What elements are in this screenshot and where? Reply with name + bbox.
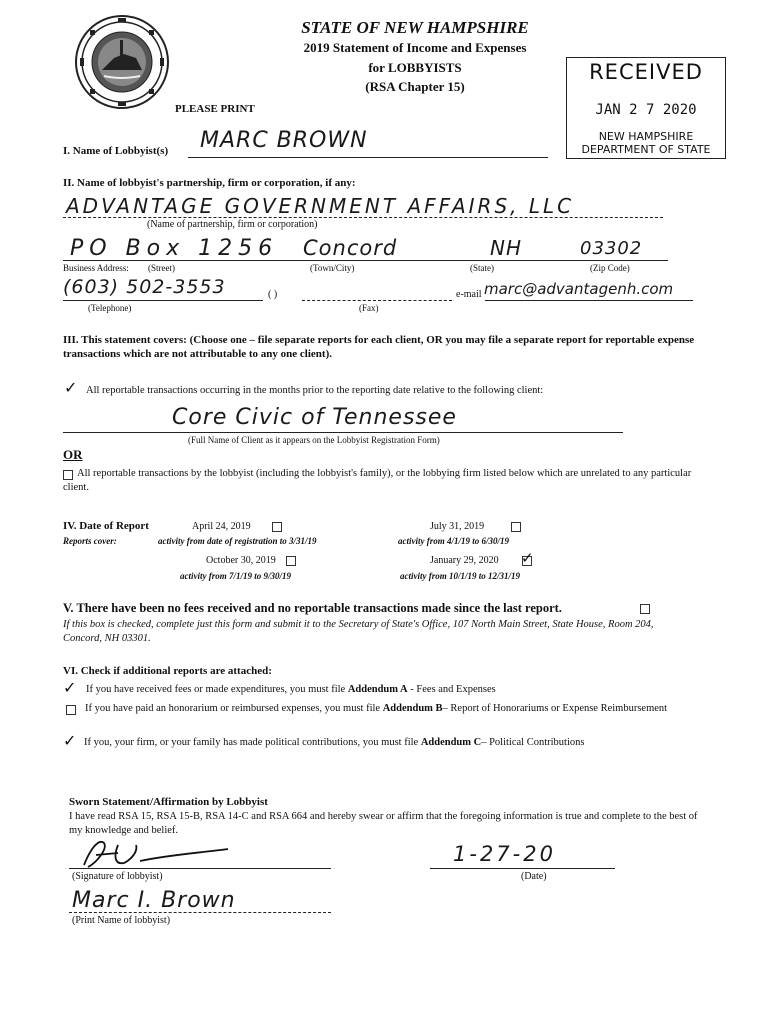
addendum-c-name: Addendum C: [420, 737, 482, 748]
addendum-b-name: Addendum B: [382, 703, 443, 714]
signature-line: [69, 868, 331, 869]
coverage-label: III. This statement covers: (Choose one – file separate reports for each client, OR you may file a separate report for reportable expense transactions which are not attributable to any one client).: [63, 334, 695, 360]
please-print-note: PLEASE PRINT: [175, 103, 255, 115]
option2-text: All reportable transactions by the lobbyist (including the lobbyist's family), or the lobbying firm listed below which are unrelated to any particular client.: [63, 468, 692, 493]
form-subtitle: 2019 Statement of Income and Expenses: [303, 40, 527, 55]
street-value[interactable]: PO Box 1256: [70, 236, 279, 261]
date-caption: (Date): [521, 871, 547, 882]
sworn-date-value[interactable]: 1-27-20: [453, 842, 556, 866]
client-caption: (Full Name of Client as it appears on the Lobbyist Registration Form): [188, 435, 440, 445]
form-subtitle-lobbyists: for LOBBYISTS: [368, 60, 462, 75]
addendum-a-post: - Fees and Expenses: [407, 684, 496, 695]
business-address-caption: Business Address:: [63, 263, 129, 273]
option1-checkmark[interactable]: ✓: [64, 378, 78, 397]
sworn-text: I have read RSA 15, RSA 15-B, RSA 14-C and RSA 664 and hereby swear or affirm that the foregoing information is true and complete to the best of my knowledge and belief.: [69, 811, 698, 836]
zip-caption: (Zip Code): [590, 263, 630, 273]
no-fees-note: If this box is checked, complete just this form and submit it to the Secretary of State's Office, 107 North Main Street, State House, Room 204, Concord, NH 03301.: [63, 619, 654, 644]
phone-value[interactable]: (603) 502-3553: [63, 276, 226, 298]
print-name-caption: (Print Name of lobbyist): [72, 915, 171, 926]
report-activity-october: activity from 7/1/19 to 9/30/19: [180, 571, 291, 581]
fax-line: [302, 300, 452, 301]
addendum-c-pre: If you, your firm, or your family has made political contributions, you must file: [84, 737, 421, 748]
city-value[interactable]: Concord: [303, 236, 398, 260]
form-subtitle-rsa: (RSA Chapter 15): [365, 79, 465, 94]
client-line: [63, 432, 623, 433]
client-name-value[interactable]: Core Civic of Tennessee: [172, 405, 457, 430]
received-stamp-state: NEW HAMPSHIRE: [598, 130, 694, 143]
or-label: OR: [63, 447, 83, 462]
signature-caption: (Signature of lobbyist): [72, 871, 163, 882]
no-fees-label: V. There have been no fees received and no reportable transactions made since the last report.: [63, 601, 562, 615]
street-caption: (Street): [148, 263, 175, 273]
addendum-a-name: Addendum A: [347, 684, 408, 695]
lobbyist-signature[interactable]: [78, 835, 238, 871]
phone-caption: (Telephone): [88, 303, 132, 313]
fax-caption: (Fax): [359, 303, 379, 313]
report-date-label: IV. Date of Report: [63, 520, 149, 532]
lobbyist-name-line: [188, 157, 548, 158]
firm-label: II. Name of lobbyist's partnership, firm or corporation, if any:: [63, 177, 356, 189]
report-activity-july: activity from 4/1/19 to 6/30/19: [398, 536, 509, 546]
addendum-a-checkmark[interactable]: ✓: [63, 678, 77, 697]
sworn-title: Sworn Statement/Affirmation by Lobbyist: [69, 796, 268, 808]
no-fees-checkbox[interactable]: [640, 604, 650, 614]
report-date-july: July 31, 2019: [430, 521, 485, 532]
report-activity-april: activity from date of registration to 3/31/19: [158, 536, 317, 546]
print-name-value[interactable]: Marc I. Brown: [72, 888, 236, 913]
addendum-c-text: [84, 737, 584, 748]
print-name-line: [69, 912, 331, 913]
email-line: [485, 300, 693, 301]
received-stamp-date: JAN 2 7 2020: [595, 102, 697, 118]
zip-value[interactable]: 03302: [580, 238, 643, 259]
report-activity-january: activity from 10/1/19 to 12/31/19: [400, 571, 520, 581]
addendum-a-text: [86, 684, 496, 695]
addendum-c-post: – Political Contributions: [481, 737, 585, 748]
form-title: STATE OF NEW HAMPSHIRE: [301, 18, 529, 37]
phone-line: [63, 300, 263, 301]
reports-cover-label: Reports cover:: [63, 536, 117, 546]
addendum-a-pre: If you have received fees or made expenditures, you must file: [86, 684, 348, 695]
date-line: [430, 868, 615, 869]
addendum-b-pre: If you have paid an honorarium or reimbursed expenses, you must file: [85, 703, 383, 714]
email-value[interactable]: marc@advantagenh.com: [484, 280, 674, 298]
received-stamp-title: RECEIVED: [589, 60, 703, 84]
state-caption: (State): [470, 263, 494, 273]
report-date-january-checkmark: ✓: [521, 549, 534, 567]
addendum-b-text: [63, 702, 703, 716]
additional-reports-label: VI. Check if additional reports are attached:: [63, 665, 272, 677]
received-stamp-department: DEPARTMENT OF STATE: [581, 143, 711, 156]
report-date-october-checkbox[interactable]: [286, 556, 296, 566]
option1-text: All reportable transactions occurring in the months prior to the reporting date relative to the following client:: [86, 385, 544, 396]
received-stamp: [566, 57, 726, 159]
state-value[interactable]: NH: [490, 236, 522, 260]
lobbyist-name-value[interactable]: MARC BROWN: [200, 128, 368, 153]
firm-value[interactable]: ADVANTAGE GOVERNMENT AFFAIRS, LLC: [66, 194, 575, 218]
report-date-july-checkbox[interactable]: [511, 522, 521, 532]
report-date-april-checkbox[interactable]: [272, 522, 282, 532]
city-caption: (Town/City): [310, 263, 355, 273]
lobbyist-name-label: I. Name of Lobbyist(s): [63, 145, 169, 157]
firm-caption: (Name of partnership, firm or corporation): [147, 219, 318, 230]
report-date-january: January 29, 2020: [430, 555, 499, 566]
report-date-april: April 24, 2019: [192, 521, 251, 532]
email-label: e-mail: [456, 289, 482, 300]
fax-prefix: ( ): [268, 289, 278, 300]
addendum-c-checkmark[interactable]: ✓: [63, 731, 77, 750]
report-date-october: October 30, 2019: [206, 555, 276, 566]
addendum-b-post: – Report of Honorariums or Expense Reimbursement: [442, 703, 668, 714]
